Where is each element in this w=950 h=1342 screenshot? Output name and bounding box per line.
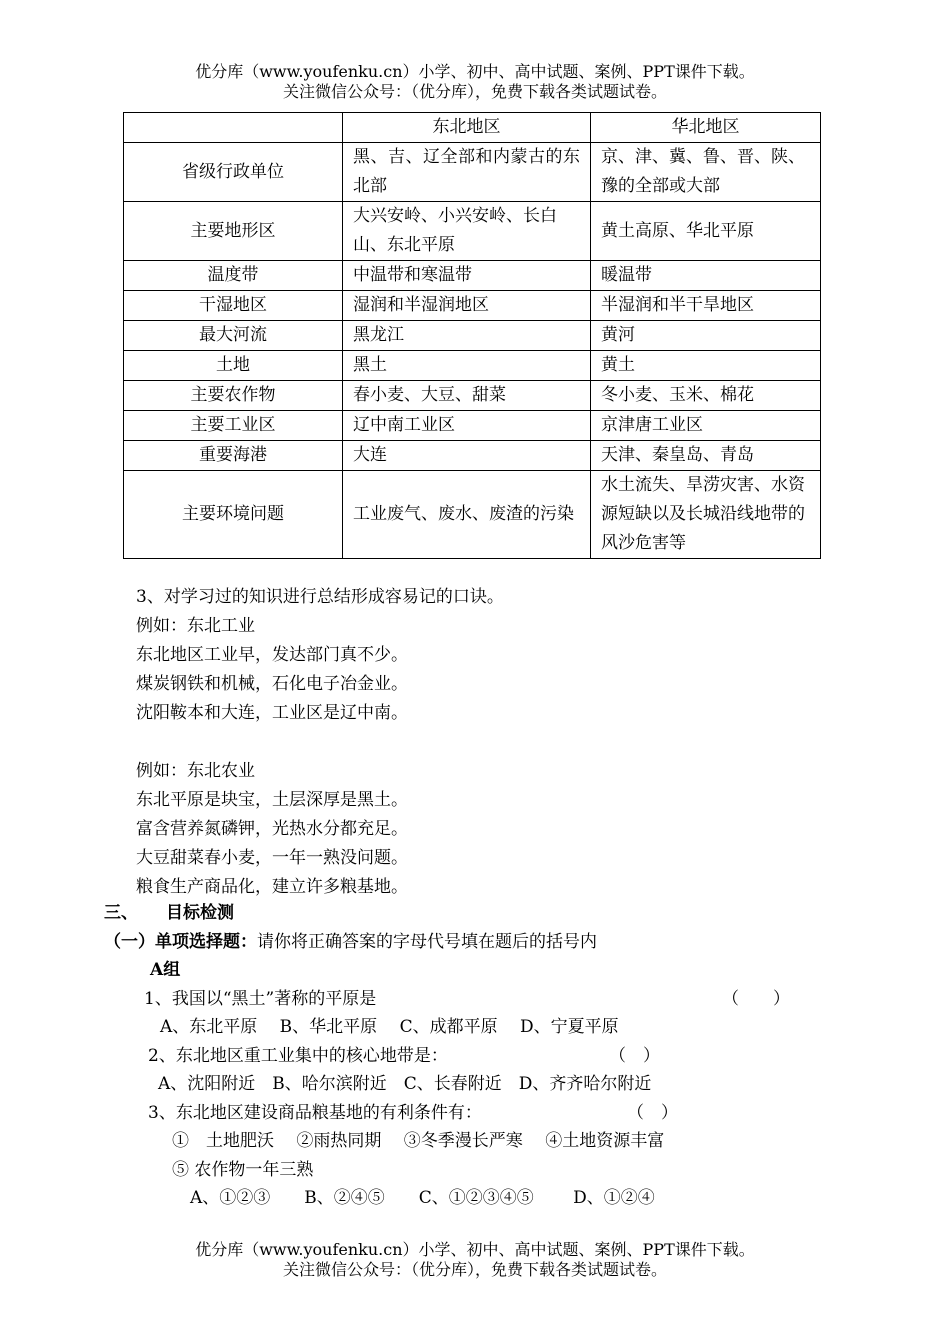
northchina-cell: 冬小麦、玉米、棉花 [591,381,821,411]
table-row [124,321,821,351]
northchina-cell: 天津、秦皇岛、青岛 [591,441,821,471]
question-2 [104,1042,864,1071]
verse-line: 粮食生产商品化，建立许多粮基地。 [136,877,408,897]
table-row [124,411,821,441]
table-header-row [124,113,821,143]
northeast-cell: 黑、吉、辽全部和内蒙古的东北部 [343,143,591,202]
answer-blank: （ ） [609,1045,660,1066]
verse-line: 大豆甜菜春小麦，一年一熟没问题。 [136,848,408,868]
part-instruction: 请你将正确答案的字母代号填在题后的括号内 [257,931,597,952]
target-test-section [104,899,864,1213]
table-row [124,471,821,559]
northeast-cell: 春小麦、大豆、甜菜 [343,381,591,411]
northeast-cell: 黑土 [343,351,591,381]
row-label: 主要环境问题 [124,471,343,559]
row-label: 主要地形区 [124,202,343,261]
agriculture-title: 例如：东北农业 [136,761,255,781]
industry-title: 例如：东北工业 [136,616,255,636]
question-2-options: A、沈阳附近 B、哈尔滨附近 C、长春附近 D、齐齐哈尔附近 [158,1074,652,1094]
footer-line-1: 优分库（www.youfenku.cn）小学、初中、高中试题、案例、PPT课件下载。 [195,1240,755,1259]
page-footer [0,1240,950,1280]
group-label [104,956,864,985]
verse-line: 煤炭钢铁和机械，石化电子冶金业。 [136,674,408,694]
question-stem: 3、东北地区建设商品粮基地的有利条件有： [148,1102,482,1123]
northeast-cell: 湿润和半湿润地区 [343,291,591,321]
table-header-cell [124,113,343,143]
section-heading [104,899,864,928]
northchina-cell: 半湿润和半干旱地区 [591,291,821,321]
answer-blank: （ ） [627,1102,678,1123]
question-1-options: A、东北平原 B、华北平原 C、成都平原 D、宁夏平原 [160,1017,619,1037]
northchina-cell: 暖温带 [591,261,821,291]
question-3-conditions: ① 土地肥沃 ②雨热同期 ③冬季漫长严寒 ④土地资源丰富 [172,1131,665,1151]
row-label: 干湿地区 [124,291,343,321]
table-row [124,441,821,471]
northeast-cell: 中温带和寒温带 [343,261,591,291]
row-label: 温度带 [124,261,343,291]
question-3-options: A、①②③ B、②④⑤ C、①②③④⑤ D、①②④ [190,1188,655,1208]
row-label: 主要工业区 [124,411,343,441]
northeast-cell: 大连 [343,441,591,471]
answer-blank: （ ） [722,988,790,1009]
northchina-cell: 京津唐工业区 [591,411,821,441]
northchina-cell: 黄土 [591,351,821,381]
section-title: 目标检测 [166,903,234,923]
row-label: 重要海港 [124,441,343,471]
northeast-cell: 大兴安岭、小兴安岭、长白山、东北平原 [343,202,591,261]
northeast-cell: 辽中南工业区 [343,411,591,441]
question-1 [104,985,864,1014]
verse-line: 东北平原是块宝，土层深厚是黑土。 [136,790,408,810]
page-header [0,62,950,102]
row-label: 主要农作物 [124,381,343,411]
northchina-cell: 水土流失、旱涝灾害、水资源短缺以及长城沿线地带的风沙危害等 [591,471,821,559]
northchina-cell: 黄河 [591,321,821,351]
northeast-cell: 工业废气、废水、废渣的污染 [343,471,591,559]
part-heading [104,928,864,957]
section-number: 三、 [104,903,138,923]
northchina-cell: 京、津、冀、鲁、晋、陕、豫的全部或大部 [591,143,821,202]
verse-line: 富含营养氮磷钾，光热水分都充足。 [136,819,408,839]
group-text: A组 [150,960,181,980]
table-row [124,351,821,381]
mnemonic-section [136,583,504,902]
question-3-conditions: ⑤ 农作物一年三熟 [172,1159,314,1180]
mnemonic-intro: 3、对学习过的知识进行总结形成容易记的口诀。 [136,587,504,607]
table-row [124,291,821,321]
northchina-cell: 黄土高原、华北平原 [591,202,821,261]
table-row [124,261,821,291]
verse-line: 东北地区工业早，发达部门真不少。 [136,645,408,665]
row-label: 最大河流 [124,321,343,351]
table-header-cell: 华北地区 [591,113,821,143]
header-line-1: 优分库（www.youfenku.cn）小学、初中、高中试题、案例、PPT课件下载。 [195,62,755,81]
row-label: 土地 [124,351,343,381]
footer-line-2: 关注微信公众号：（优分库），免费下载各类试题试卷。 [282,1260,667,1279]
question-stem: 2、东北地区重工业集中的核心地带是： [148,1045,448,1066]
verse-line: 沈阳鞍本和大连，工业区是辽中南。 [136,703,408,723]
row-label: 省级行政单位 [124,143,343,202]
spacer [136,728,504,757]
northeast-cell: 黑龙江 [343,321,591,351]
table-row [124,381,821,411]
question-3 [104,1099,864,1128]
table-row [124,143,821,202]
comparison-table [123,112,821,559]
table-row [124,202,821,261]
table-header-cell: 东北地区 [343,113,591,143]
part-label: （一）单项选择题： [104,931,257,952]
question-stem: 1、我国以“黑土”著称的平原是 [144,988,377,1009]
header-line-2: 关注微信公众号：（优分库），免费下载各类试题试卷。 [282,82,667,101]
